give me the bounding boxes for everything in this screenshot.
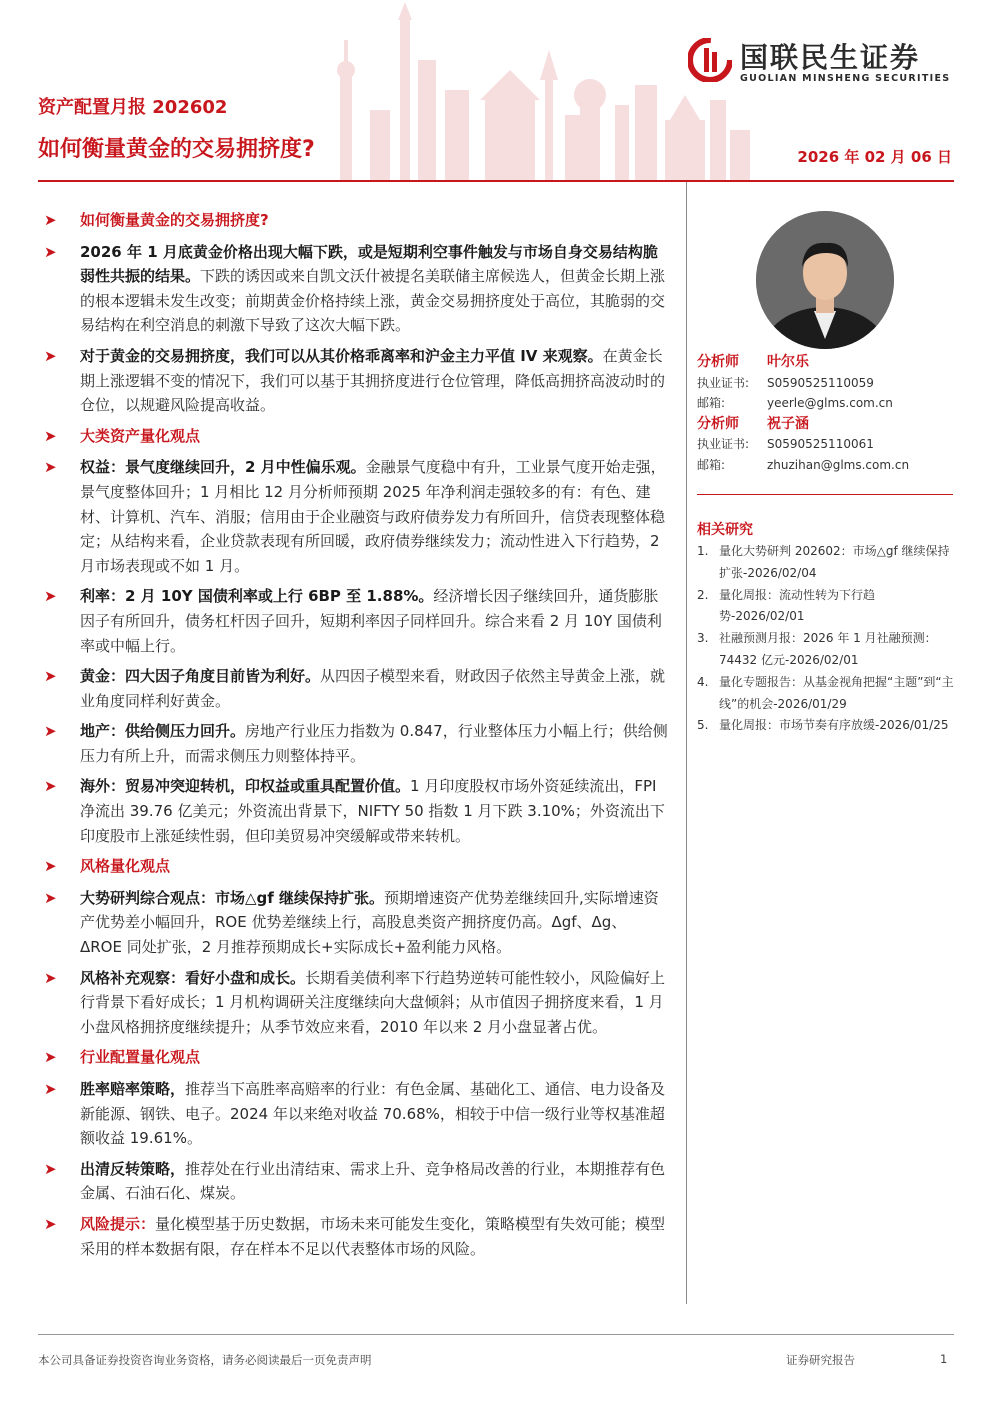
main-content — [44, 208, 668, 1267]
arrow-bullet-icon: ➤ — [44, 346, 57, 365]
section-heading: ➤ 大类资产量化观点 — [44, 424, 668, 449]
risk-warning: ➤ 风险提示：量化模型基于历史数据，市场未来可能发生变化，策略模型有失效可能；模型采用的样本数据有限，存在样本不足以代表整体市场的风险。 — [44, 1212, 668, 1261]
logo-text-en: GUOLIAN MINSHENG SECURITIES — [740, 73, 951, 84]
analyst-cert: 执业证书: S0590525110059 — [697, 375, 874, 390]
paragraph: ➤ 大势研判综合观点：市场△gf 继续保持扩张。预期增速资产优势差继续回升,实际增速资产优势差小幅回升，ROE 优势差继续上行，高股息类资产拥挤度仍高。Δgf、Δg、ΔROE 同处扩张，2 月推荐预期成长+实际成长+盈利能力风格。 — [44, 886, 668, 960]
arrow-bullet-icon: ➤ — [44, 1048, 57, 1067]
arrow-bullet-icon: ➤ — [44, 968, 57, 987]
analyst-row: 分析师 祝子涵 — [697, 414, 957, 435]
paragraph: ➤ 利率：2 月 10Y 国债利率或上行 6BP 至 1.88%。经济增长因子继续回升，通货膨胀因子有所回升，债务杠杆因子回升，短期利率因子同样回升。综合来看 2 月 10Y 国债利率或中幅上行。 — [44, 584, 668, 658]
paragraph: ➤ 2026 年 1 月底黄金价格出现大幅下跌，或是短期利空事件触发与市场自身交易结构脆弱性共振的结果。下跌的诱因或来自凯文沃什被提名美联储主席候选人，但黄金长期上涨的根本逻辑未发生改变；前期黄金价格持续上涨，黄金交易拥挤度处于高位，其脆弱的交易结构在利空消息的刺激下导致了这次大幅下跌。 — [44, 240, 668, 338]
report-type: 资产配置月报 202602 — [38, 97, 228, 118]
arrow-bullet-icon: ➤ — [44, 587, 57, 606]
related-item[interactable]: 2. 量化周报：流动性转为下行趋势-2026/02/01 — [697, 587, 876, 624]
report-date: 2026 年 02 月 06 日 — [797, 148, 952, 166]
related-research-list — [697, 541, 955, 737]
analyst-cert: 执业证书: S0590525110061 — [697, 437, 874, 451]
paragraph: ➤ 对于黄金的交易拥挤度，我们可以从其价格乖离率和沪金主力平值 IV 来观察。在黄金长期上涨逻辑不变的情况下，我们可以基于其拥挤度进行仓位管理，降低高拥挤高波动时的仓位，以规避风险提高收益。 — [44, 344, 668, 418]
analyst-name: 祝子涵 — [767, 415, 809, 432]
column-divider — [686, 182, 687, 1304]
page-number: 1 — [940, 1352, 948, 1366]
arrow-bullet-icon: ➤ — [44, 667, 57, 686]
footer-doc-type: 证券研究报告 — [786, 1353, 855, 1367]
arrow-bullet-icon: ➤ — [44, 426, 57, 445]
paragraph: ➤ 风格补充观察：看好小盘和成长。长期看美债利率下行趋势逆转可能性较小，风险偏好上行背景下看好成长；1 月机构调研关注度继续向大盘倾斜；从市值因子拥挤度来看，1 月小盘风格拥挤度继续提升；从季节效应来看，2010 年以来 2 月小盘显著占优。 — [44, 966, 668, 1040]
analyst-email[interactable]: 邮箱: zhuzihan@glms.com.cn — [697, 457, 910, 472]
arrow-bullet-icon: ➤ — [44, 1214, 57, 1233]
company-logo — [688, 36, 958, 88]
arrow-bullet-icon: ➤ — [44, 1159, 57, 1178]
paragraph: ➤ 地产：供给侧压力回升。房地产行业压力指数为 0.847，行业整体压力小幅上行；供给侧压力有所上升，而需求侧压力则整体持平。 — [44, 719, 668, 768]
city-skyline-illustration — [330, 0, 750, 180]
analyst-info — [697, 352, 957, 475]
analyst-portrait-icon — [756, 211, 894, 349]
related-item[interactable]: 5. 量化周报：市场节奏有序放缓-2026/01/25 — [697, 718, 949, 733]
arrow-bullet-icon: ➤ — [44, 857, 57, 876]
arrow-bullet-icon: ➤ — [44, 211, 57, 229]
logo-mark-icon — [688, 38, 732, 82]
paragraph: ➤ 黄金：四大因子角度目前皆为利好。从四因子模型来看，财政因子依然主导黄金上涨，就业角度同样利好黄金。 — [44, 664, 668, 713]
sidebar-divider — [697, 494, 953, 495]
analyst-row: 分析师 叶尔乐 — [697, 352, 957, 373]
section-heading: ➤ 风格量化观点 — [44, 854, 668, 879]
paragraph: ➤ 海外：贸易冲突迎转机，印权益或重具配置价值。1 月印度股权市场外资延续流出，FPI 净流出 39.76 亿美元；外资流出背景下，NIFTY 50 指数 1 月下跌 3.10%；外资流出下印度股市上涨延续性弱，但印美贸易冲突缓解或带来转机。 — [44, 774, 668, 848]
page-title: 如何衡量黄金的交易拥挤度? — [38, 137, 315, 162]
arrow-bullet-icon: ➤ — [44, 888, 57, 907]
arrow-bullet-icon: ➤ — [44, 722, 57, 741]
header-divider — [38, 180, 954, 182]
related-item[interactable]: 3. 社融预测月报：2026 年 1 月社融预测：74432 亿元-2026/02/01 — [697, 631, 937, 667]
footer-divider — [38, 1334, 954, 1335]
arrow-bullet-icon: ➤ — [44, 458, 57, 477]
paragraph: ➤ 权益：景气度继续回升，2 月中性偏乐观。金融景气度稳中有升，工业景气度开始走强，景气度整体回升；1 月相比 12 月分析师预期 2025 年净利润走强较多的有：有色、建材、计算机、汽车、消服；信用由于企业融资与政府债券发力有所回升，信贷表现整体稳定；从结构来看，企业贷款表现有所回暖，政府债券继续发力；流动性进入下行趋势，2 月市场表现或不如 1 月。 — [44, 455, 668, 578]
logo-text-cn: 国联民生证券 — [740, 41, 921, 74]
analyst-photo — [756, 211, 894, 349]
arrow-bullet-icon: ➤ — [44, 242, 57, 261]
section-heading: ➤ 行业配置量化观点 — [44, 1045, 668, 1070]
related-research-title: 相关研究 — [697, 522, 753, 538]
section-heading: ➤ 如何衡量黄金的交易拥挤度? — [44, 208, 668, 233]
paragraph: ➤ 胜率赔率策略，推荐当下高胜率高赔率的行业：有色金属、基础化工、通信、电力设备及新能源、钢铁、电子。2024 年以来绝对收益 70.68%，相较于中信一级行业等权基准超额收益 19.61%。 — [44, 1077, 668, 1151]
related-item[interactable]: 1. 量化大势研判 202602：市场△gf 继续保持扩张-2026/02/04 — [697, 544, 950, 580]
related-item[interactable]: 4. 量化专题报告：从基金视角把握“主题”到“主线”的机会-2026/01/29 — [697, 674, 954, 711]
paragraph: ➤ 出清反转策略，推荐处在行业出清结束、需求上升、竞争格局改善的行业，本期推荐有色金属、石油石化、煤炭。 — [44, 1157, 668, 1206]
analyst-email[interactable]: 邮箱: yeerle@glms.com.cn — [697, 396, 893, 410]
arrow-bullet-icon: ➤ — [44, 1080, 57, 1098]
analyst-name: 叶尔乐 — [767, 354, 809, 370]
arrow-bullet-icon: ➤ — [44, 777, 57, 796]
footer-disclaimer: 本公司具备证券投资咨询业务资格，请务必阅读最后一页免责声明 — [38, 1353, 372, 1367]
